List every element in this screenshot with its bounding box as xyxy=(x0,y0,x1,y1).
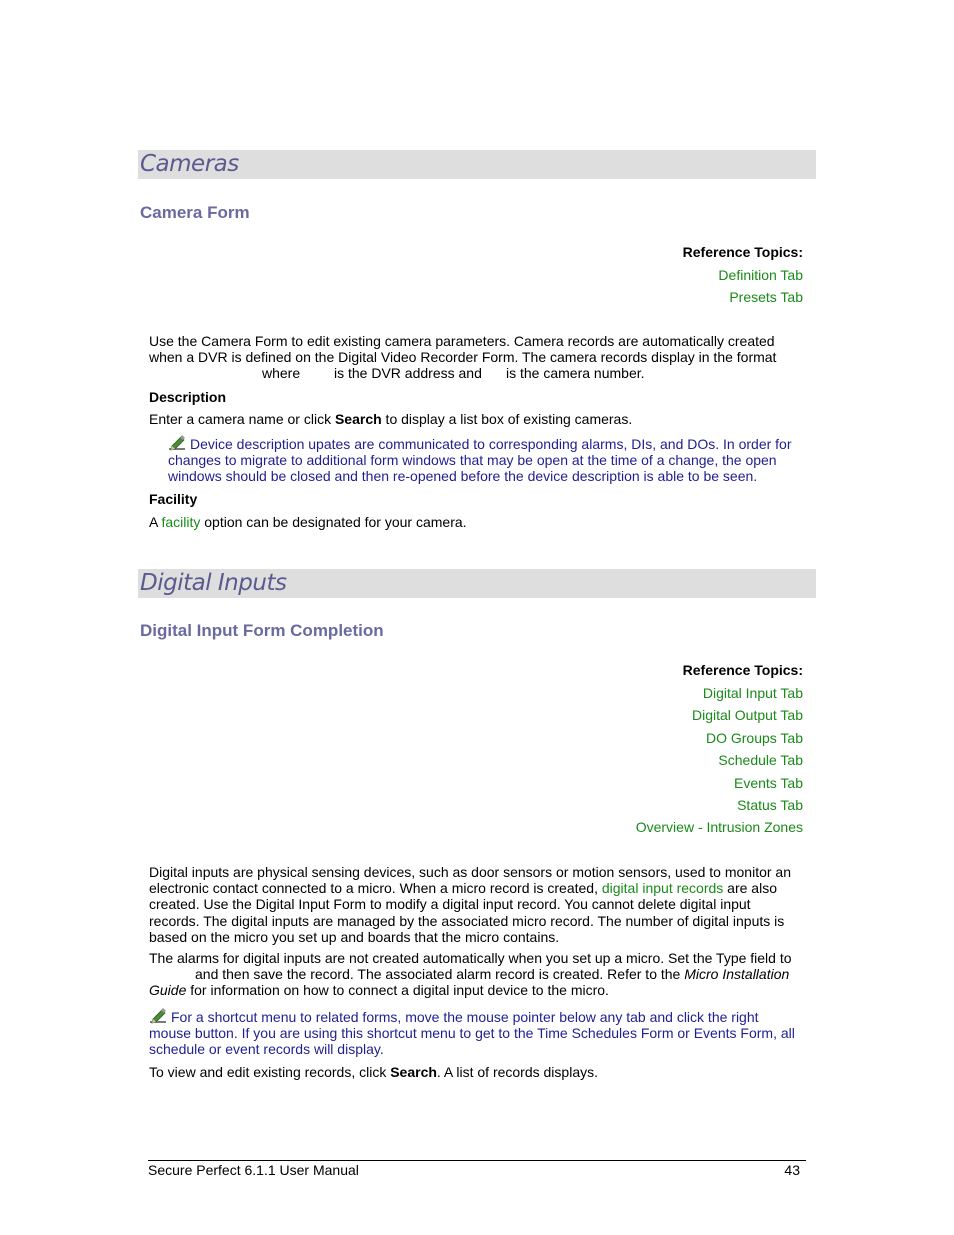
link-digital-input-tab[interactable]: Digital Input Tab xyxy=(702,685,803,701)
description-label: Description xyxy=(149,389,227,405)
section-bar-cameras xyxy=(138,150,816,179)
camera-intro-paragraph: Use the Camera Form to edit existing camera parameters. Camera records are automatically created when a DVR is defined on the Digital Video Recorder Form. The camera records display in the format where is the DVR address and is the camera number. xyxy=(149,333,777,382)
digital-input-records-link[interactable]: digital input records xyxy=(601,880,724,897)
camera-note: Device description upates are communicated to corresponding alarms, DIs, and DOs. In order for changes to migrate to additional form windows that may be open at the time of a change, the open windows should be closed and then re-opened before the device description is able to be seen. xyxy=(168,436,792,485)
section-title: Cameras xyxy=(140,151,239,177)
reference-topics-title: Reference Topics: xyxy=(682,244,803,260)
subheading-digital-input-form: Digital Input Form Completion xyxy=(140,621,384,640)
subheading-camera-form: Camera Form xyxy=(140,203,250,222)
facility-link[interactable]: facility xyxy=(161,514,201,530)
link-events-tab[interactable]: Events Tab xyxy=(733,774,803,791)
link-digital-output-tab[interactable]: Digital Output Tab xyxy=(691,707,803,724)
link-presets-tab[interactable]: Presets Tab xyxy=(729,289,803,306)
note-pencil-icon xyxy=(149,1008,169,1024)
description-text: Enter a camera name or click Search to display a list box of existing cameras. xyxy=(149,411,633,427)
reference-topics-cameras xyxy=(683,242,803,309)
reference-topics-title: Reference Topics: xyxy=(682,662,803,678)
link-do-groups-tab[interactable]: DO Groups Tab xyxy=(705,729,803,746)
final-paragraph: To view and edit existing records, click Search. A list of records displays. xyxy=(149,1064,598,1080)
link-definition-tab[interactable]: Definition Tab xyxy=(718,267,803,283)
section-title: Digital Inputs xyxy=(140,570,287,596)
section-bar-digital-inputs xyxy=(138,569,816,598)
digital-inputs-note: For a shortcut menu to related forms, move the mouse pointer below any tab and click the right mouse button. If you are using this shortcut menu to get to the Time Schedules Form or Events Form, all schedule or event records will display. xyxy=(149,1009,795,1058)
digital-inputs-paragraph-2: The alarms for digital inputs are not created automatically when you set up a micro. Set the Type field to and then save the record. The associated alarm record is created. Refer to the Micro Installation Guide for information on how to connect a digital input device to the micro. xyxy=(149,950,792,999)
link-schedule-tab[interactable]: Schedule Tab xyxy=(718,752,803,769)
facility-label: Facility xyxy=(149,491,198,507)
reference-topics-digital-inputs xyxy=(636,660,803,839)
footer-page-number: 43 xyxy=(784,1162,800,1178)
link-overview-intrusion-zones[interactable]: Overview - Intrusion Zones xyxy=(635,819,803,836)
footer-divider xyxy=(148,1160,806,1161)
footer-manual-title: Secure Perfect 6.1.1 User Manual xyxy=(148,1162,359,1178)
note-pencil-icon xyxy=(168,435,188,451)
digital-inputs-paragraph-1: Digital inputs are physical sensing devices, such as door sensors or motion sensors, used to monitor an electronic contact connected to a micro. When a micro record is created, digital input records are also created. Use the Digital Input Form to modify a digital input record. You cannot delete digital input records. The digital inputs are managed by the associated micro record. The number of digital inputs is based on the micro you set up and boards that the micro contains. xyxy=(149,864,791,945)
link-status-tab[interactable]: Status Tab xyxy=(737,797,803,814)
facility-text: A facility option can be designated for your camera. xyxy=(149,514,467,530)
